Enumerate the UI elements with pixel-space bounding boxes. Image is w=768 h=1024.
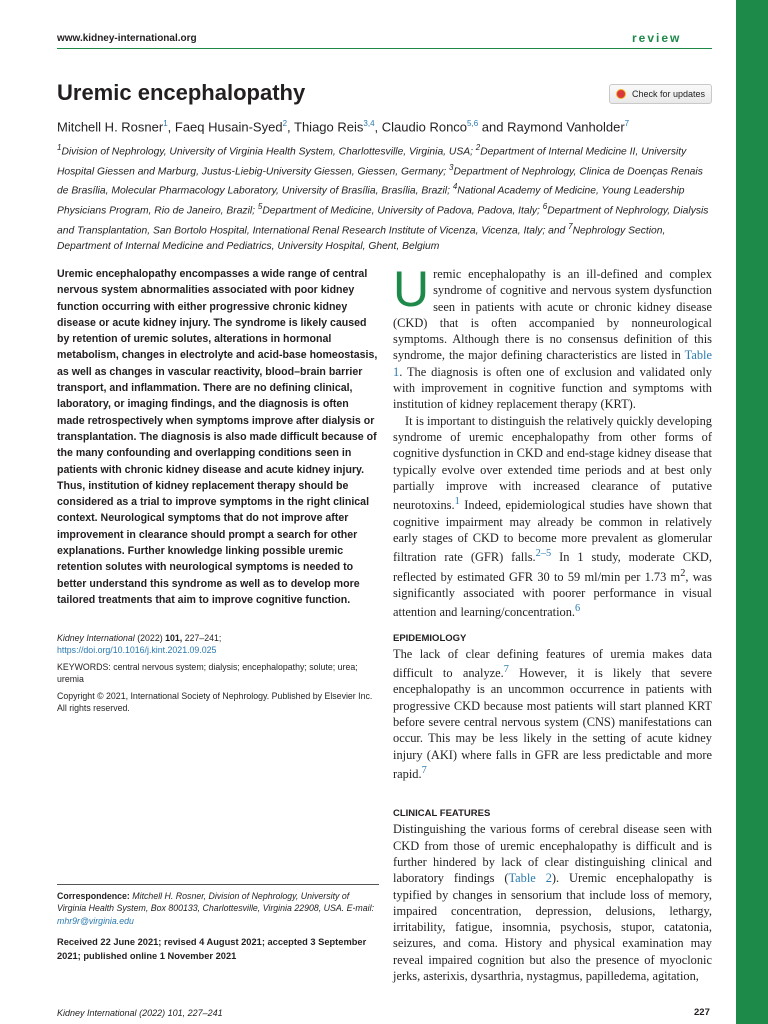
affiliation-text: Department of Medicine, University of Padova, Padova, Italy; xyxy=(262,205,543,217)
epidemiology-heading: EPIDEMIOLOGY xyxy=(393,632,467,644)
affiliation-number: 3 xyxy=(449,162,454,172)
intro-paragraph-2 xyxy=(393,413,712,621)
check-for-updates-button[interactable] xyxy=(609,84,712,104)
table-2-link[interactable]: Table 2 xyxy=(508,871,552,886)
text-run: In 1 study, moderate CKD, reflected by estimated GFR 30 to 59 ml/min per 1.73 m xyxy=(393,550,712,584)
affiliation-number: 6 xyxy=(542,202,548,212)
crossmark-icon xyxy=(616,89,626,99)
text-run: The lack of clear defining features of uremia makes data difficult to analyze. xyxy=(393,646,712,681)
copyright: Copyright © 2021, International Society of Nephrology. Published by Elsevier Inc. All rights reserved. xyxy=(57,691,373,714)
reference-link[interactable]: 7 xyxy=(421,764,427,776)
drop-cap: U xyxy=(393,261,430,317)
citation-volume: 101, xyxy=(165,633,183,643)
spacer xyxy=(393,621,712,632)
author-name: Faeq Husain-Syed xyxy=(174,119,283,135)
citation-pages: 227–241; xyxy=(184,633,222,643)
text-run: . The diagnosis is often one of exclusion and validated only with improvement in cognitive function and symptoms with institution of kidney replacement therapy (KRT). xyxy=(393,364,712,412)
text-run: Distinguishing the various forms of cerebral disease seen with CKD from those of uremic encephalopathy is difficult and is further hindered by lack of clear distinguishing clinical and laboratory findings ( xyxy=(393,822,712,886)
author-affiliation-ref[interactable]: 1 xyxy=(163,119,168,128)
footer-volume: (2022) 101, 227–241 xyxy=(139,1008,223,1018)
side-color-bar xyxy=(736,0,768,1024)
clinical-features-paragraph xyxy=(393,821,712,984)
site-url[interactable]: www.kidney-international.org xyxy=(57,33,197,44)
author-list: Mitchell H. Rosner$^1$, Faeq Husain-Syed$^2$, Thiago Reis$^{3,4}$, Claudio Ronco$^{5,6}$ and Raymond Vanholder$^7$ xyxy=(57,119,630,135)
clinical-features-heading: CLINICAL FEATURES xyxy=(393,808,491,820)
affiliation-number: 4 xyxy=(452,182,458,192)
author-name: Claudio Ronco xyxy=(381,119,468,135)
author-affiliation-ref[interactable]: 7 xyxy=(624,119,630,128)
affiliation-text: Department of Nephrology, Dialysis and Transplantation, San Bortolo Hospital, International Renal Research Institute of Vicenza, Vicenza, Italy; and xyxy=(57,205,709,237)
author-conjunction: and xyxy=(481,119,504,135)
author-affiliation-ref[interactable]: 2 xyxy=(282,119,288,128)
text-run: remic encephalopathy is an ill-defined and complex syndrome of cognitive and nervous system dysfunction seen in patients with acute or chronic kidney disease (CKD) that is often accompanied by nonneurological symptoms. Although there is no consensus definition of this syndrome, the major defining characteristics are listed in xyxy=(393,267,712,363)
correspondence-label: Correspondence: xyxy=(57,891,130,901)
check-for-updates-label: Check for updates xyxy=(632,89,706,99)
text-run: It is important to distinguish the relatively quickly developing syndrome of uremic encephalopathy from other forms of cognitive dysfunction in CKD and end-stage kidney disease that typically evolve over extended time periods and at best only partially improve with increased clearance of putative neurotoxins. xyxy=(393,413,712,513)
author-affiliation-ref[interactable]: 3,4 xyxy=(363,119,375,128)
affiliation-number: 2 xyxy=(475,143,481,152)
body-text xyxy=(393,261,712,984)
correspondence xyxy=(57,890,379,927)
superscript: 2 xyxy=(680,567,686,579)
author-name: Raymond Vanholder xyxy=(507,119,625,135)
text-run: , was significantly associated with poorer performance in visual attention and learning/concentration. xyxy=(393,569,712,620)
footer-journal-name: Kidney International xyxy=(57,1008,137,1018)
article-citation xyxy=(57,632,379,657)
text-run: ). Uremic encephalopathy is typified by changes in sensorium that include loss of memory, impaired concentration, depression, delusions, lethargy, irritability, fatigue, insomnia, psychosis, stupor, catatonia, seizures, and coma. History and physical examination may reveal impaired cognition but also the presence of myoclonic jerks, asterixis, dysarthria, nystagmus, papilledema, agitation, xyxy=(393,871,712,984)
affiliation-text: Department of Internal Medicine II, University Hospital Giessen and Marburg, Justus-Liebig-University Giessen, Giessen, Germany; xyxy=(57,146,687,178)
received-dates: Received 22 June 2021; revised 4 August 2021; accepted 3 September 2021; published online 1 November 2021 xyxy=(57,937,367,961)
footer-citation xyxy=(57,1008,223,1018)
text-run: However, it is likely that severe encephalopathy is an uncommon occurrence in patients with progressive CKD because most patients will start planned KRT before severe central nervous system (CNS) manifestations can occur. This may be less likely in the setting of acute kidney injury (AKI) where falls in GFR are less predictable and more rapid. xyxy=(393,666,712,782)
keywords: KEYWORDS: central nervous system; dialysis; encephalopathy; solute; urea; uremia xyxy=(57,662,358,685)
header-divider xyxy=(57,48,712,49)
abstract: Uremic encephalopathy encompasses a wide range of central nervous system abnormalities associated with poor kidney function occurring with either progressive chronic kidney disease or acute kidney injury. The syndrome is likely caused by retention of uremic solutes, alterations in hormonal metabolism, changes in electrolyte and acid-base homeostasis, as well as changes in vascular reactivity, blood–brain barrier transport, and inflammation. There are no defining clinical, laboratory, or imaging findings, and the diagnosis is often made retrospectively when symptoms improve after dialysis or transplantation. The diagnosis is also made difficult because of the many confounding and overlapping conditions seen in patients with chronic kidney disease and acute kidney injury. Thus, institution of kidney replacement therapy should be considered as a trial to improve symptoms in the right clinical context. Neurological symptoms that do not improve after improvement in clearance should prompt a search for other explanations. Further knowledge linking possible uremic retention solutes with neurological symptoms is needed to better understand this syndrome as well as to develop more tailored treatments that aim to improve cognitive function. xyxy=(57,268,378,606)
correspondence-divider xyxy=(57,884,379,885)
affiliation-number: 7 xyxy=(568,221,573,231)
author-name: Mitchell H. Rosner xyxy=(57,119,164,135)
correspondence-text: Mitchell H. Rosner, Division of Nephrology, University of Virginia Health System, Box 800133, Charlottesville, Virginia 22908, USA. E-mail: xyxy=(57,891,375,914)
spacer xyxy=(393,782,712,807)
reference-link[interactable]: 2–5 xyxy=(535,548,552,560)
section-label: review xyxy=(632,31,682,45)
reference-link[interactable]: 6 xyxy=(575,603,581,615)
affiliation-text: Division of Nephrology, University of Virginia Health System, Charlottesville, Virginia, USA; xyxy=(61,146,476,158)
affiliation-number: 5 xyxy=(257,202,263,212)
text-run: Indeed, epidemiological studies have shown that cognitive impairment may already be common in relatively early stages of CKD to become more prevalent as glomerular filtration rate (GFR) falls. xyxy=(393,498,712,565)
table-1-link[interactable]: Table 1 xyxy=(393,348,712,379)
citation-year: (2022) xyxy=(137,633,163,643)
author-name: Thiago Reis xyxy=(294,119,364,135)
doi-link[interactable]: https://doi.org/10.1016/j.kint.2021.09.025 xyxy=(57,645,217,656)
affiliation-number: 1 xyxy=(57,143,62,152)
affiliation-text: Nephrology Section, Department of Internal Medicine and Pediatrics, University Hospital, Ghent, Belgium xyxy=(57,225,666,252)
email-link[interactable]: mhr9r@virginia.edu xyxy=(57,915,134,926)
epidemiology-paragraph xyxy=(393,646,712,783)
reference-link[interactable]: 7 xyxy=(503,664,509,676)
author-affiliation-ref[interactable]: 5,6 xyxy=(467,119,479,128)
intro-paragraph xyxy=(393,261,712,413)
affiliation-text: National Academy of Medicine, Young Leadership Physicians Program, Rio de Janeiro, Brazil; xyxy=(57,185,685,217)
page-number: 227 xyxy=(694,1007,710,1018)
affiliations xyxy=(57,140,712,254)
article-title: Uremic encephalopathy xyxy=(57,80,306,105)
citation-journal: Kidney International xyxy=(57,633,135,643)
affiliation-text: Department of Nephrology, Clinica de Doenças Renais de Brasília, Molecular Pharmacology Laboratory, University of Brasília, Brasília, Brazil; xyxy=(57,166,703,197)
reference-link[interactable]: 1 xyxy=(454,496,460,508)
